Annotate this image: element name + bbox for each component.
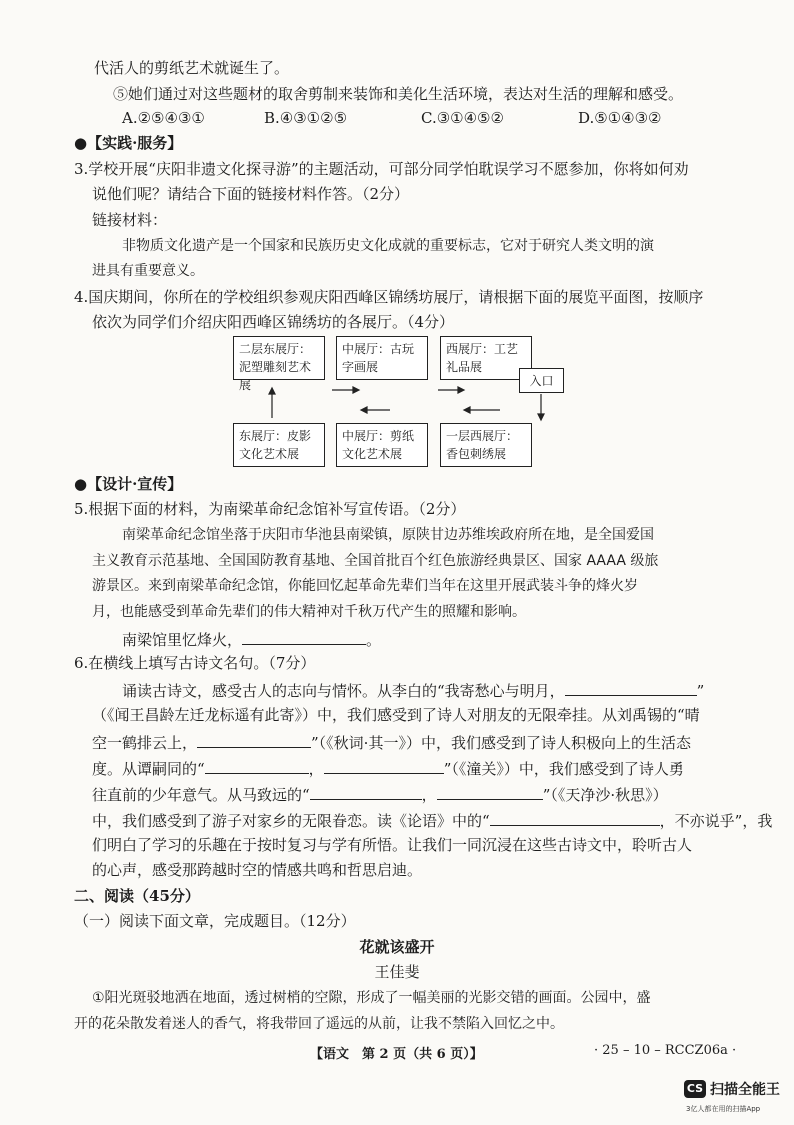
text-segment: 诵读古诗文，感受古人的志向与情怀。从李白的“我寄愁心与明月， xyxy=(122,682,565,700)
text-segment: 往直前的少年意气。从马致远的“ xyxy=(92,786,310,804)
question-3: 3.学校开展“庆阳非遗文化探寻游”的主题活动，可部分同学怕耽误学习不愿参加，你将如何劝 xyxy=(74,160,689,178)
option-c: C.③①④⑤② xyxy=(421,109,504,127)
scanner-watermark-title: 扫描全能王 xyxy=(710,1082,780,1098)
text-line xyxy=(92,731,691,753)
text-line: 们明白了学习的乐趣在于按时复习与学有所悟。让我们一同沉浸在这些古诗文中，聆听古人 xyxy=(92,836,693,854)
text-segment: ” xyxy=(696,682,705,700)
page-footer: 【语文 第 2 页（共 6 页）】 xyxy=(310,1047,483,1062)
text-line: 代活人的剪纸艺术就诞生了。 xyxy=(94,59,290,77)
option-b: B.④③①②⑤ xyxy=(264,109,348,127)
paper-code: · 25 – 10 – RCCZ06a · xyxy=(594,1043,737,1058)
question-6: 6.在横线上填写古诗文名句。（7分） xyxy=(74,654,316,672)
hall-top-left: 二层东展厅：泥塑雕刻艺术展 xyxy=(233,336,325,380)
text-line: 依次为同学们介绍庆阳西峰区锦绣坊的各展厅。（4分） xyxy=(92,313,455,331)
slogan-suffix: 。 xyxy=(366,631,382,649)
text-segment: ”（《秋词·其一》）中，我们感受到了诗人积极向上的生活态 xyxy=(311,734,691,752)
camscanner-logo-icon: CS xyxy=(684,1080,706,1098)
text-segment: 空一鹤排云上， xyxy=(92,734,198,752)
text-line xyxy=(92,783,668,805)
article-paragraph: 开的花朵散发着迷人的香气，将我带回了遥远的从前，让我不禁陷入回忆之中。 xyxy=(74,1016,564,1032)
answer-blank[interactable] xyxy=(242,628,366,645)
text-line xyxy=(92,757,684,779)
material-text: 非物质文化遗产是一个国家和民族历史文化成就的重要标志，它对于研究人类文明的演 xyxy=(122,238,654,254)
answer-blank[interactable] xyxy=(324,757,444,774)
material-text: 进具有重要意义。 xyxy=(92,263,204,279)
question-4: 4.国庆期间，你所在的学校组织参观庆阳西峰区锦绣坊展厅，请根据下面的展览平面图，按顺序 xyxy=(74,288,704,306)
material-text: 游景区。来到南梁革命纪念馆，你能回忆起革命先辈们当年在这里开展武装斗争的烽火岁 xyxy=(92,578,638,594)
floor-plan-arrows xyxy=(0,0,794,500)
section-heading: ●【设计·宣传】 xyxy=(74,475,183,493)
scanner-watermark-subtitle: 3亿人都在用的扫描App xyxy=(686,1105,761,1113)
text-segment: ”（《潼关》）中，我们感受到了诗人勇 xyxy=(443,760,684,778)
text-segment: 中，我们感受到了游子对家乡的无限眷恋。读《论语》中的“ xyxy=(92,812,490,830)
entrance-box: 入口 xyxy=(519,368,564,393)
section-heading: ●【实践·服务】 xyxy=(74,134,183,152)
option-a: A.②⑤④③① xyxy=(122,109,205,127)
answer-blank[interactable] xyxy=(197,731,311,748)
hall-top-middle: 中展厅：古玩字画展 xyxy=(336,336,428,380)
reading-subheading: （一）阅读下面文章，完成题目。（12分） xyxy=(74,912,356,930)
article-paragraph: ①阳光斑驳地洒在地面，透过树梢的空隙，形成了一幅美丽的光影交错的画面。公园中，盛 xyxy=(92,990,651,1006)
answer-blank[interactable] xyxy=(437,783,543,800)
text-segment: 度。从谭嗣同的“ xyxy=(92,760,205,778)
link-label: 链接材料： xyxy=(92,211,168,229)
text-segment: ”（《天净沙·秋思》） xyxy=(542,786,668,804)
text-segment: ，不亦说乎”，我 xyxy=(659,812,773,830)
hall-bottom-middle: 中展厅：剪纸文化艺术展 xyxy=(336,423,428,467)
question-5: 5.根据下面的材料，为南梁革命纪念馆补写宣传语。（2分） xyxy=(74,500,466,518)
text-segment: ， xyxy=(308,760,324,778)
section-heading: 二、阅读（45分） xyxy=(74,887,200,905)
answer-blank[interactable] xyxy=(310,783,422,800)
material-text: 月，也能感受到革命先辈们的伟大精神对千秋万代产生的照耀和影响。 xyxy=(92,604,526,620)
text-line xyxy=(122,679,704,701)
text-line: ⑤她们通过对这些题材的取舍剪制来装饰和美化生活环境，表达对生活的理解和感受。 xyxy=(113,85,684,103)
text-segment: ， xyxy=(421,786,437,804)
article-author: 王佳斐 xyxy=(374,963,420,981)
option-d: D.⑤①④③② xyxy=(578,109,662,127)
text-line: （《闻王昌龄左迁龙标遥有此寄》）中，我们感受到了诗人对朋友的无限牵挂。从刘禹锡的“晴 xyxy=(92,706,700,724)
hall-bottom-left: 东展厅：皮影文化艺术展 xyxy=(233,423,325,467)
text-line: 的心声，感受那跨越时空的情感共鸣和哲思启迪。 xyxy=(92,861,423,879)
hall-top-right: 西展厅：工艺礼品展 xyxy=(440,336,532,380)
slogan-line xyxy=(122,628,381,650)
answer-blank[interactable] xyxy=(205,757,309,774)
answer-blank[interactable] xyxy=(565,679,697,696)
material-text: 主义教育示范基地、全国国防教育基地、全国首批百个红色旅游经典景区、国家 AAAA 级旅 xyxy=(92,553,659,569)
text-line: 说他们呢？请结合下面的链接材料作答。（2分） xyxy=(92,185,410,203)
answer-blank[interactable] xyxy=(490,809,660,826)
material-text: 南梁革命纪念馆坐落于庆阳市华池县南梁镇，原陕甘边苏维埃政府所在地，是全国爱国 xyxy=(122,527,654,543)
hall-bottom-right: 一层西展厅：香包刺绣展 xyxy=(440,423,532,467)
article-title: 花就该盛开 xyxy=(359,938,435,956)
text-line xyxy=(92,809,772,831)
slogan-prefix: 南梁馆里忆烽火， xyxy=(122,631,243,649)
